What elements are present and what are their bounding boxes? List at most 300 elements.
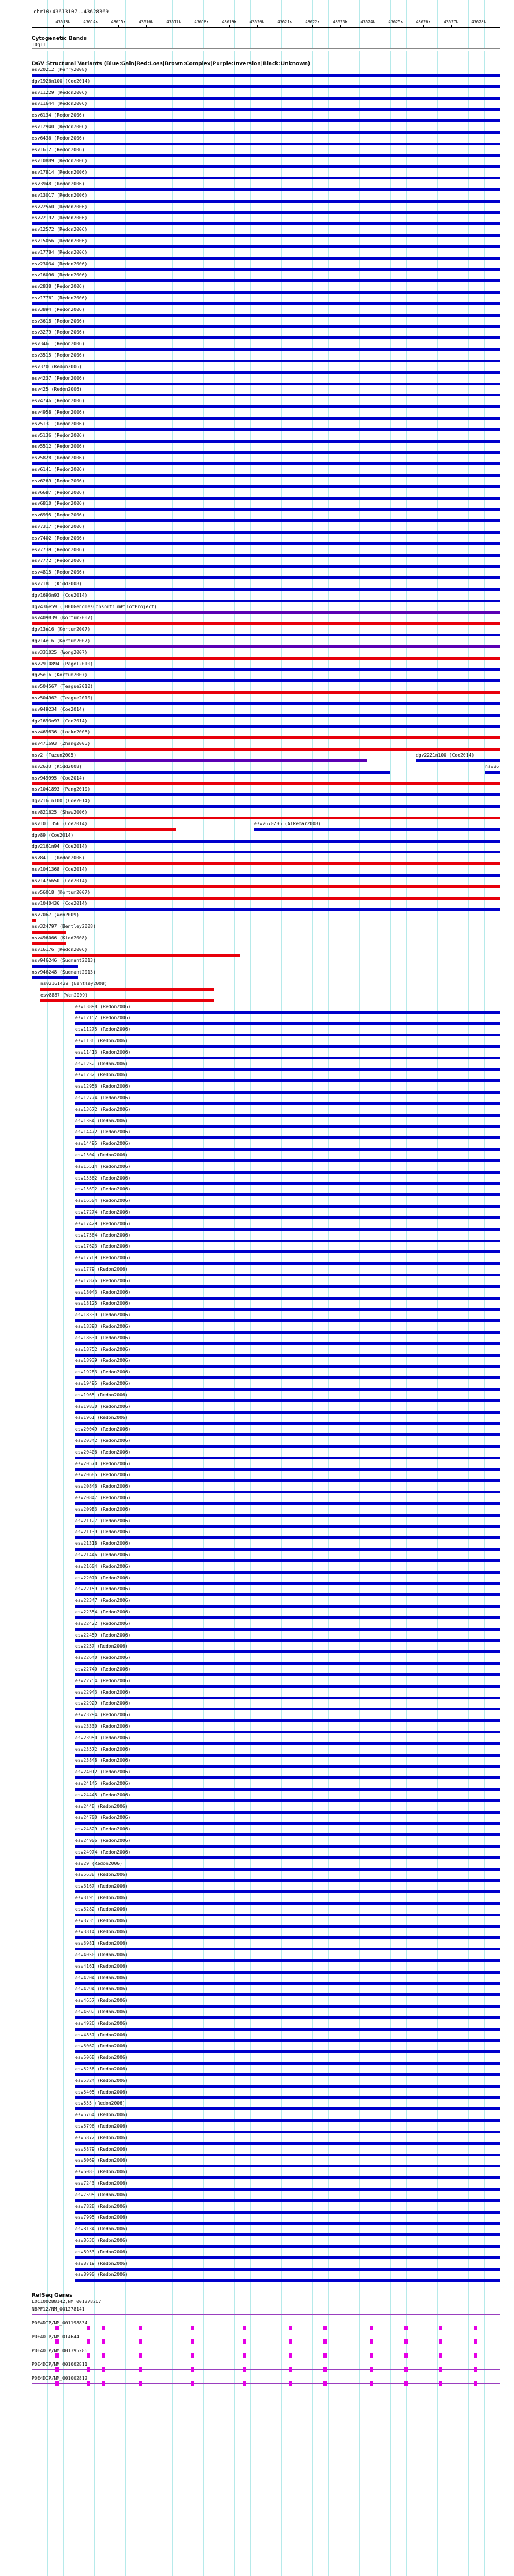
- sv-feature[interactable]: [75, 2021, 500, 2032]
- sv-feature[interactable]: [75, 1518, 500, 1529]
- sv-feature-bar[interactable]: [75, 1959, 500, 1962]
- gene-exon[interactable]: [404, 2353, 408, 2358]
- gene-exon[interactable]: [289, 2339, 292, 2344]
- sv-feature-bar[interactable]: [75, 1799, 500, 1802]
- sv-feature[interactable]: [75, 1781, 500, 1792]
- gene-exon[interactable]: [55, 2326, 59, 2330]
- sv-feature[interactable]: [75, 1941, 500, 1952]
- gene-exon[interactable]: [102, 2326, 105, 2330]
- sv-feature-bar[interactable]: [75, 1639, 500, 1642]
- sv-feature[interactable]: [75, 2078, 500, 2089]
- sv-feature[interactable]: [32, 295, 500, 306]
- sv-feature-bar[interactable]: [75, 1114, 500, 1117]
- sv-feature-bar[interactable]: [75, 2016, 500, 2019]
- sv-feature[interactable]: [75, 2055, 500, 2066]
- gene-exon[interactable]: [474, 2381, 477, 2386]
- sv-feature[interactable]: [75, 1826, 500, 1837]
- sv-feature-bar[interactable]: [32, 519, 500, 522]
- sv-feature-bar[interactable]: [32, 748, 500, 751]
- sv-feature[interactable]: [75, 1529, 500, 1540]
- sv-feature[interactable]: [32, 935, 88, 946]
- sv-feature[interactable]: [75, 1815, 500, 1826]
- sv-feature-bar[interactable]: [32, 108, 500, 111]
- gene-exon[interactable]: [243, 2353, 246, 2358]
- sv-feature[interactable]: [32, 158, 500, 169]
- sv-feature-bar[interactable]: [75, 1605, 500, 1608]
- sv-feature-bar[interactable]: [75, 2050, 500, 2053]
- sv-feature-bar[interactable]: [32, 771, 390, 774]
- sv-feature[interactable]: [32, 90, 500, 101]
- sv-feature[interactable]: [75, 1975, 500, 1986]
- sv-feature[interactable]: [75, 1084, 500, 1095]
- sv-feature[interactable]: [75, 1964, 500, 1975]
- sv-feature-bar[interactable]: [32, 840, 500, 843]
- sv-feature[interactable]: [75, 1015, 500, 1026]
- sv-feature-bar[interactable]: [32, 325, 500, 328]
- sv-feature-bar[interactable]: [75, 1445, 500, 1448]
- sv-feature-bar[interactable]: [75, 2188, 500, 2191]
- gene-exon[interactable]: [243, 2339, 246, 2344]
- sv-feature[interactable]: [75, 1861, 500, 1872]
- sv-feature-bar[interactable]: [75, 1365, 500, 1368]
- sv-feature[interactable]: [75, 2169, 500, 2180]
- sv-feature-bar[interactable]: [32, 348, 500, 351]
- sv-feature-bar[interactable]: [32, 222, 500, 225]
- sv-feature[interactable]: [32, 855, 500, 866]
- gene-exon[interactable]: [55, 2381, 59, 2386]
- sv-feature[interactable]: [75, 1072, 500, 1083]
- sv-feature-bar[interactable]: [32, 851, 500, 853]
- sv-feature[interactable]: [40, 981, 214, 992]
- sv-feature-bar[interactable]: [32, 211, 500, 214]
- gene-exon[interactable]: [191, 2326, 194, 2330]
- gene-exon[interactable]: [370, 2339, 373, 2344]
- sv-feature-bar[interactable]: [75, 1468, 500, 1471]
- sv-feature[interactable]: [75, 1541, 500, 1552]
- sv-feature[interactable]: [32, 593, 500, 604]
- sv-feature[interactable]: [75, 1655, 500, 1666]
- sv-feature-bar[interactable]: [75, 1354, 500, 1357]
- sv-feature[interactable]: [75, 1895, 500, 1906]
- sv-feature-bar[interactable]: [32, 793, 500, 796]
- sv-feature-bar[interactable]: [75, 1388, 500, 1391]
- sv-feature-bar[interactable]: [32, 177, 500, 179]
- sv-feature[interactable]: [32, 547, 500, 558]
- sv-feature[interactable]: [32, 718, 500, 729]
- sv-feature[interactable]: [75, 1872, 500, 1883]
- sv-feature-bar[interactable]: [75, 1902, 500, 1905]
- sv-feature[interactable]: [32, 844, 500, 855]
- sv-feature[interactable]: [32, 901, 500, 912]
- sv-feature-bar[interactable]: [75, 1308, 500, 1311]
- sv-feature[interactable]: [32, 969, 96, 980]
- sv-feature[interactable]: [75, 1290, 500, 1301]
- sv-feature-bar[interactable]: [75, 1890, 500, 1893]
- sv-feature[interactable]: [32, 444, 500, 455]
- sv-feature-bar[interactable]: [32, 200, 500, 203]
- sv-feature[interactable]: [75, 2009, 500, 2020]
- sv-feature[interactable]: [32, 672, 500, 683]
- sv-feature[interactable]: [75, 1712, 500, 1723]
- sv-feature[interactable]: [32, 958, 96, 969]
- sv-feature-bar[interactable]: [32, 759, 367, 762]
- sv-feature[interactable]: [75, 1164, 500, 1175]
- sv-feature[interactable]: [32, 193, 500, 204]
- sv-feature[interactable]: [32, 147, 500, 158]
- sv-feature[interactable]: [75, 1404, 500, 1415]
- sv-feature-bar[interactable]: [75, 1616, 500, 1619]
- sv-feature[interactable]: [75, 1244, 500, 1255]
- sv-feature[interactable]: [75, 1564, 500, 1575]
- sv-feature-bar[interactable]: [75, 1045, 500, 1048]
- sv-feature[interactable]: [32, 764, 390, 775]
- sv-feature-bar[interactable]: [75, 1457, 500, 1459]
- sv-feature[interactable]: [75, 1129, 500, 1140]
- sv-feature[interactable]: [75, 2181, 500, 2192]
- sv-feature[interactable]: [75, 2204, 500, 2215]
- gene-exon[interactable]: [139, 2326, 142, 2330]
- sv-feature[interactable]: [32, 67, 500, 78]
- sv-feature[interactable]: [32, 455, 500, 466]
- sv-feature-bar[interactable]: [32, 314, 500, 317]
- sv-feature[interactable]: [32, 215, 500, 226]
- sv-feature-bar[interactable]: [75, 1925, 500, 1928]
- gene-exon[interactable]: [87, 2326, 90, 2330]
- sv-feature[interactable]: [75, 1701, 500, 1712]
- sv-feature-bar[interactable]: [75, 2222, 500, 2225]
- sv-feature[interactable]: [75, 1107, 500, 1118]
- sv-feature-bar[interactable]: [75, 1982, 500, 1985]
- sv-feature-bar[interactable]: [75, 1171, 500, 1174]
- sv-feature[interactable]: [75, 1552, 500, 1563]
- gene-exon[interactable]: [323, 2367, 327, 2372]
- gene-exon[interactable]: [55, 2367, 59, 2372]
- sv-feature[interactable]: [75, 1884, 500, 1894]
- sv-feature[interactable]: [75, 1267, 500, 1278]
- sv-feature[interactable]: [75, 2261, 500, 2272]
- gene-intron-line[interactable]: [32, 2314, 500, 2315]
- gene-exon[interactable]: [243, 2326, 246, 2330]
- sv-feature-bar[interactable]: [75, 1285, 500, 1288]
- sv-feature-bar[interactable]: [75, 2211, 500, 2214]
- sv-feature-bar[interactable]: [75, 1868, 500, 1871]
- sv-feature[interactable]: [75, 1369, 500, 1380]
- sv-feature[interactable]: [32, 707, 500, 718]
- sv-feature-bar[interactable]: [75, 1685, 500, 1688]
- sv-feature[interactable]: [75, 1210, 500, 1220]
- sv-feature[interactable]: [32, 319, 500, 330]
- sv-feature[interactable]: [32, 181, 500, 192]
- sv-feature-bar[interactable]: [75, 2176, 500, 2179]
- gene-exon[interactable]: [439, 2353, 442, 2358]
- sv-feature[interactable]: [32, 536, 500, 546]
- sv-feature-bar[interactable]: [32, 965, 78, 968]
- sv-feature-bar[interactable]: [32, 714, 500, 717]
- sv-feature-bar[interactable]: [32, 302, 500, 305]
- sv-feature[interactable]: [32, 341, 500, 352]
- sv-feature-bar[interactable]: [32, 485, 500, 488]
- sv-feature[interactable]: [75, 1450, 500, 1461]
- sv-feature-bar[interactable]: [485, 771, 500, 774]
- sv-feature-bar[interactable]: [75, 1102, 500, 1105]
- gene-exon[interactable]: [139, 2367, 142, 2372]
- sv-feature[interactable]: [32, 947, 240, 958]
- sv-feature[interactable]: [32, 376, 500, 387]
- sv-feature-bar[interactable]: [75, 1731, 500, 1733]
- gene-label[interactable]: PDE4DIP/NM_001395286: [32, 2348, 88, 2354]
- gene-exon[interactable]: [55, 2339, 59, 2344]
- sv-feature[interactable]: [75, 1769, 500, 1780]
- gene-exon[interactable]: [370, 2367, 373, 2372]
- sv-feature-bar[interactable]: [32, 942, 66, 945]
- sv-feature-bar[interactable]: [32, 931, 66, 934]
- sv-feature[interactable]: [75, 1907, 500, 1918]
- sv-feature-bar[interactable]: [32, 336, 500, 339]
- sv-feature[interactable]: [75, 1724, 500, 1735]
- sv-feature-bar[interactable]: [75, 2073, 500, 2076]
- sv-feature[interactable]: [32, 684, 500, 695]
- sv-feature-bar[interactable]: [75, 1822, 500, 1825]
- sv-feature[interactable]: [75, 1381, 500, 1392]
- gene-exon[interactable]: [55, 2353, 59, 2358]
- sv-feature[interactable]: [75, 1586, 500, 1597]
- sv-feature[interactable]: [32, 604, 500, 615]
- gene-exon[interactable]: [323, 2326, 327, 2330]
- sv-feature-bar[interactable]: [75, 1250, 500, 1253]
- sv-feature-bar[interactable]: [32, 462, 500, 465]
- sv-feature-bar[interactable]: [75, 2107, 500, 2110]
- sv-feature[interactable]: [75, 1198, 500, 1209]
- sv-feature-bar[interactable]: [75, 1205, 500, 1208]
- sv-feature-bar[interactable]: [254, 828, 500, 831]
- gene-exon[interactable]: [289, 2367, 292, 2372]
- gene-exon[interactable]: [102, 2381, 105, 2386]
- sv-feature[interactable]: [485, 764, 500, 775]
- sv-feature[interactable]: [32, 558, 500, 569]
- sv-feature[interactable]: [32, 833, 500, 844]
- sv-feature[interactable]: [75, 1609, 500, 1620]
- sv-feature-bar[interactable]: [32, 622, 500, 625]
- sv-feature-bar[interactable]: [32, 74, 500, 77]
- sv-feature-bar[interactable]: [32, 143, 500, 145]
- sv-feature-bar[interactable]: [32, 919, 36, 922]
- sv-feature-bar[interactable]: [32, 257, 500, 260]
- sv-feature-bar[interactable]: [75, 2199, 500, 2202]
- sv-feature[interactable]: [75, 1175, 500, 1186]
- sv-feature[interactable]: [75, 1849, 500, 1860]
- sv-feature[interactable]: [32, 284, 500, 295]
- sv-feature-bar[interactable]: [32, 805, 500, 808]
- sv-feature[interactable]: [32, 410, 500, 421]
- sv-feature[interactable]: [75, 1415, 500, 1426]
- sv-feature-bar[interactable]: [75, 1571, 500, 1574]
- gene-exon[interactable]: [102, 2367, 105, 2372]
- gene-exon[interactable]: [289, 2326, 292, 2330]
- gene-exon[interactable]: [404, 2326, 408, 2330]
- sv-feature-bar[interactable]: [75, 2142, 500, 2145]
- sv-feature-bar[interactable]: [32, 954, 240, 957]
- gene-exon[interactable]: [439, 2339, 442, 2344]
- sv-feature-bar[interactable]: [32, 736, 500, 739]
- sv-feature-bar[interactable]: [32, 668, 500, 671]
- sv-feature-bar[interactable]: [75, 2085, 500, 2088]
- sv-feature-bar[interactable]: [75, 1182, 500, 1185]
- sv-feature[interactable]: [32, 695, 500, 706]
- sv-feature[interactable]: [75, 1141, 500, 1152]
- sv-feature[interactable]: [32, 421, 500, 432]
- sv-feature-bar[interactable]: [75, 2062, 500, 2065]
- gene-exon[interactable]: [439, 2381, 442, 2386]
- sv-feature-bar[interactable]: [75, 1491, 500, 1493]
- sv-feature-bar[interactable]: [32, 588, 500, 591]
- sv-feature-bar[interactable]: [40, 988, 214, 991]
- sv-feature-bar[interactable]: [75, 1811, 500, 1814]
- sv-feature-bar[interactable]: [75, 1742, 500, 1745]
- sv-feature[interactable]: [75, 1438, 500, 1449]
- sv-feature-bar[interactable]: [32, 679, 500, 682]
- sv-feature-bar[interactable]: [75, 1708, 500, 1710]
- sv-feature-bar[interactable]: [32, 268, 500, 271]
- sv-feature-bar[interactable]: [32, 645, 500, 648]
- sv-feature[interactable]: [75, 1027, 500, 1038]
- gene-exon[interactable]: [139, 2353, 142, 2358]
- gene-exon[interactable]: [439, 2367, 442, 2372]
- sv-feature[interactable]: [32, 398, 500, 409]
- sv-feature[interactable]: [75, 2043, 500, 2054]
- sv-feature[interactable]: [75, 1301, 500, 1312]
- gene-exon[interactable]: [243, 2367, 246, 2372]
- cytoband-bar[interactable]: [32, 48, 500, 51]
- gene-exon[interactable]: [323, 2339, 327, 2344]
- sv-feature-bar[interactable]: [75, 1628, 500, 1631]
- sv-feature-bar[interactable]: [32, 497, 500, 500]
- sv-feature[interactable]: [32, 78, 500, 89]
- sv-feature-bar[interactable]: [75, 1148, 500, 1151]
- sv-feature-bar[interactable]: [32, 874, 500, 877]
- sv-feature[interactable]: [75, 1312, 500, 1323]
- sv-feature[interactable]: [75, 1426, 500, 1437]
- sv-feature-bar[interactable]: [32, 531, 500, 534]
- sv-feature-bar[interactable]: [75, 2131, 500, 2133]
- sv-feature[interactable]: [75, 2272, 500, 2283]
- sv-feature[interactable]: [75, 1347, 500, 1358]
- sv-feature[interactable]: [75, 1095, 500, 1106]
- sv-feature[interactable]: [32, 878, 500, 889]
- gene-exon[interactable]: [474, 2367, 477, 2372]
- sv-feature-bar[interactable]: [75, 1376, 500, 1379]
- sv-feature-bar[interactable]: [75, 1525, 500, 1528]
- sv-feature-bar[interactable]: [75, 1879, 500, 1882]
- sv-feature-bar[interactable]: [75, 1091, 500, 1094]
- sv-feature-bar[interactable]: [32, 188, 500, 191]
- sv-feature-bar[interactable]: [75, 1514, 500, 1517]
- sv-feature[interactable]: [75, 1221, 500, 1232]
- sv-feature-bar[interactable]: [75, 1502, 500, 1505]
- sv-feature-bar[interactable]: [32, 576, 500, 579]
- sv-feature-bar[interactable]: [75, 1754, 500, 1757]
- sv-feature-bar[interactable]: [75, 1948, 500, 1950]
- gene-label[interactable]: PDE4DIP/NM_014644: [32, 2334, 79, 2340]
- sv-feature-bar[interactable]: [32, 245, 500, 248]
- sv-feature[interactable]: [75, 2215, 500, 2226]
- gene-exon[interactable]: [323, 2353, 327, 2358]
- sv-feature[interactable]: [32, 113, 500, 123]
- sv-feature-bar[interactable]: [32, 291, 500, 294]
- gene-exon[interactable]: [474, 2339, 477, 2344]
- sv-feature-bar[interactable]: [32, 85, 500, 88]
- sv-feature-bar[interactable]: [32, 828, 176, 831]
- sv-feature-bar[interactable]: [32, 508, 500, 511]
- sv-feature[interactable]: [32, 512, 500, 523]
- gene-exon[interactable]: [323, 2381, 327, 2386]
- sv-feature[interactable]: [32, 924, 96, 935]
- sv-feature[interactable]: [75, 2147, 500, 2158]
- gene-exon[interactable]: [370, 2381, 373, 2386]
- gene-exon[interactable]: [289, 2353, 292, 2358]
- sv-feature[interactable]: [75, 1792, 500, 1803]
- sv-feature-bar[interactable]: [75, 2005, 500, 2008]
- sv-feature-bar[interactable]: [75, 2096, 500, 2099]
- sv-feature-bar[interactable]: [32, 782, 500, 785]
- sv-feature-bar[interactable]: [75, 1068, 500, 1071]
- sv-feature[interactable]: [75, 1233, 500, 1244]
- sv-feature[interactable]: [75, 1358, 500, 1369]
- sv-feature-bar[interactable]: [416, 759, 500, 762]
- sv-feature-bar[interactable]: [32, 634, 500, 636]
- sv-feature[interactable]: [32, 627, 500, 638]
- gene-label[interactable]: PDE4DIP/NM_001198834: [32, 2320, 88, 2326]
- sv-feature-bar[interactable]: [75, 1776, 500, 1779]
- sv-feature-bar[interactable]: [75, 1582, 500, 1585]
- sv-feature-bar[interactable]: [75, 1593, 500, 1596]
- sv-feature-bar[interactable]: [75, 1662, 500, 1665]
- sv-feature-bar[interactable]: [32, 611, 500, 614]
- sv-feature-bar[interactable]: [75, 2039, 500, 2042]
- sv-feature-bar[interactable]: [75, 1057, 500, 1059]
- sv-feature[interactable]: [32, 272, 500, 283]
- sv-feature-bar[interactable]: [75, 1399, 500, 1402]
- gene-exon[interactable]: [474, 2326, 477, 2330]
- sv-feature[interactable]: [75, 1633, 500, 1643]
- sv-feature[interactable]: [75, 1186, 500, 1197]
- sv-feature-bar[interactable]: [75, 1936, 500, 1939]
- sv-feature[interactable]: [75, 1004, 500, 1015]
- gene-exon[interactable]: [404, 2381, 408, 2386]
- sv-feature-bar[interactable]: [75, 1433, 500, 1436]
- sv-feature[interactable]: [32, 615, 500, 626]
- sv-feature-bar[interactable]: [75, 1262, 500, 1265]
- sv-feature[interactable]: [32, 227, 500, 238]
- sv-feature[interactable]: [75, 1495, 500, 1506]
- sv-feature[interactable]: [75, 1643, 500, 1654]
- sv-feature[interactable]: [75, 1690, 500, 1701]
- sv-feature[interactable]: [75, 1667, 500, 1678]
- sv-feature[interactable]: [32, 821, 176, 832]
- sv-feature[interactable]: [32, 238, 500, 249]
- sv-feature-bar[interactable]: [75, 1548, 500, 1551]
- sv-feature-bar[interactable]: [32, 600, 500, 602]
- sv-feature[interactable]: [32, 912, 79, 923]
- sv-feature-bar[interactable]: [75, 1719, 500, 1722]
- sv-feature[interactable]: [32, 638, 500, 649]
- sv-feature[interactable]: [32, 524, 500, 535]
- gene-label[interactable]: PDE4DIP/NM_001002812: [32, 2376, 88, 2382]
- sv-feature[interactable]: [75, 1621, 500, 1632]
- sv-feature-bar[interactable]: [32, 725, 500, 728]
- sv-feature[interactable]: [32, 650, 500, 661]
- sv-feature-bar[interactable]: [32, 405, 500, 408]
- sv-feature[interactable]: [75, 1747, 500, 1758]
